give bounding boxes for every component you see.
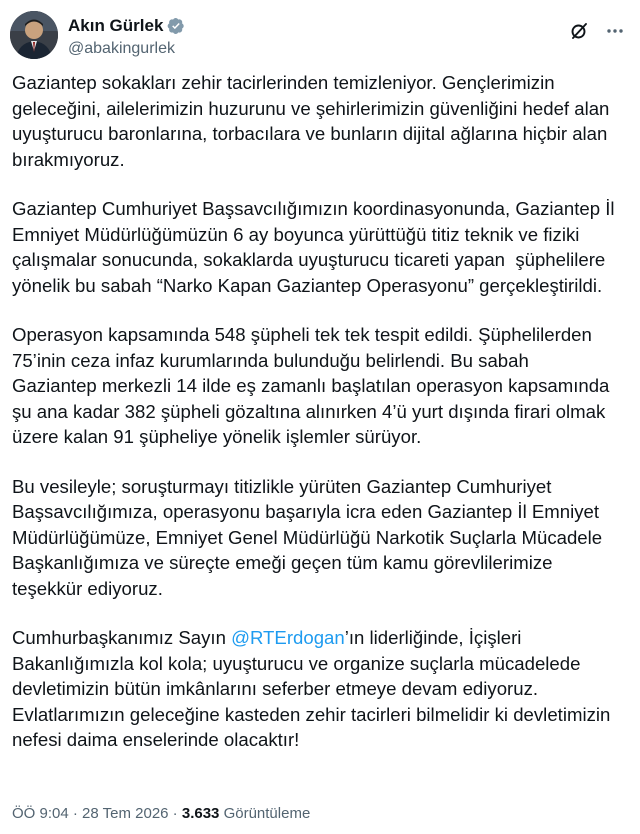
tweet-paragraph: Operasyon kapsamında 548 şüpheli tek tek tespit edildi. Şüphelilerden 75’inin ceza infaz kurumlarında bulunduğu belirlendi. Bu sabah Gaziantep merkezli 14 ilde eş zamanlı başlatılan operasyon kapsamında şu ana kadar 382 şüpheli gözaltına alınırken 4’ü yurt dışında firari olmak üzere kalan 91 şüpheliye yönelik işlemler sürüyor. (12, 324, 610, 447)
paragraph-text: ’ın liderliğinde, İçişleri Bakanlığımızla kol kola; uyuşturucu ve organize suçlarla mücadelede devletimizin bütün imkânlarını seferber etmeye devam ediyoruz. Evlatlarımızın geleceğine kasteden zehir tacirleri bilmelidir ki devletimizin nefesi daima enselerinde olacaktır! (12, 627, 611, 750)
author-display-name[interactable]: Akın Gürlek (68, 16, 164, 35)
verified-badge-icon (167, 17, 185, 35)
tweet-paragraph: Bu vesileyle; soruşturmayı titizlikle yürüten Gaziantep Cumhuriyet Başsavcılığımıza, operasyonu başarıyla icra eden Gaziantep İl Emniyet Müdürlüğümüze, Emniyet Genel Müdürlüğü Narkotik Suçlarla Mücadele Başkanlığımıza ve süreçte emeği geçen tüm kamu görevlilerimize teşekkür ediyoruz. (12, 475, 603, 599)
paragraph-text: Cumhurbaşkanımız Sayın (12, 627, 232, 648)
more-icon[interactable] (604, 20, 626, 42)
header-actions (568, 20, 626, 42)
author-display-name-row[interactable] (68, 16, 185, 36)
author-names (68, 16, 185, 59)
views-count: 3.633 (181, 805, 220, 822)
tweet-header (10, 10, 630, 66)
meta-separator: · (68, 805, 83, 822)
avatar[interactable] (10, 11, 58, 59)
author-handle[interactable]: @abakingurlek (68, 40, 175, 57)
tweet-date[interactable]: 28 Tem 2026 (82, 805, 169, 822)
meta-separator: · (168, 805, 182, 822)
tweet-paragraph-last (12, 625, 628, 753)
views-label: Görüntüleme (219, 805, 311, 822)
grok-icon[interactable] (568, 20, 590, 42)
tweet-time[interactable]: ÖÖ 9:04 (12, 805, 69, 822)
avatar-image (10, 11, 58, 59)
mention-link[interactable]: @RTErdogan (231, 627, 345, 648)
tweet-meta (12, 804, 310, 824)
tweet-paragraph: Gaziantep sokakları zehir tacirlerinden temizleniyor. Gençlerimizin geleceğini, ailelerimizin huzurunu ve şehirlerimizin güvenliğini hedef alan uyuşturucu baronlarına, torbacılara ve bunların dijital ağlarına hiçbir alan bırakmıyoruz. (12, 72, 610, 170)
tweet-paragraph: Gaziantep Cumhuriyet Başsavcılığımızın koordinasyonunda, Gaziantep İl Emniyet Müdürlüğümüzün 6 ay boyunca yürüttüğü titiz teknik ve fiziki çalışmalar sonucunda, sokaklarda uyuşturucu ticareti yapan şüphelilere yönelik bu sabah “Narko Kapan Gaziantep Operasyonu” gerçekleştirildi. (12, 198, 615, 296)
tweet-body (12, 70, 628, 777)
